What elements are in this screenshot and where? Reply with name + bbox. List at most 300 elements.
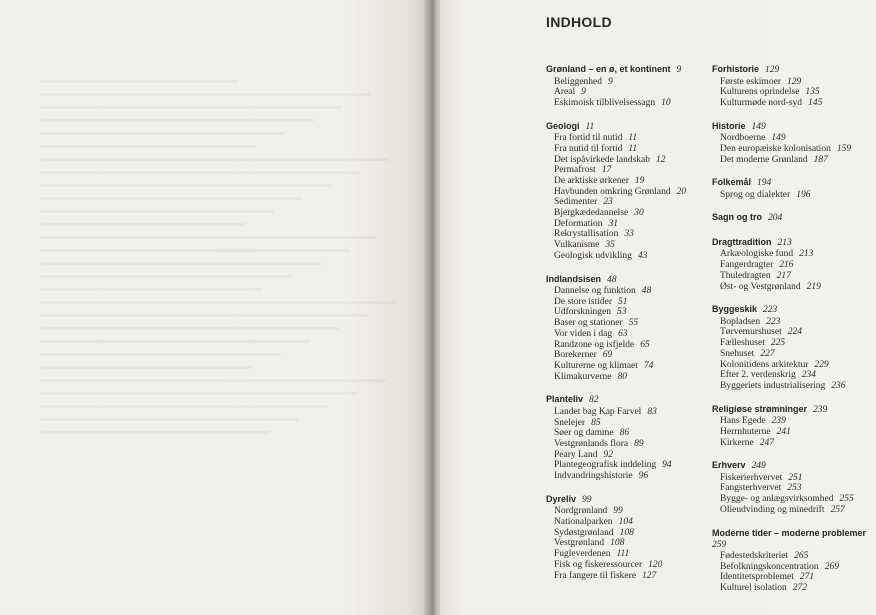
entry-page-number: 213 — [799, 249, 814, 260]
entry-page-number: 33 — [624, 229, 634, 240]
page-title: INDHOLD — [546, 14, 612, 30]
entry-label: Sprog og dialekter — [720, 189, 791, 200]
show-through-text — [40, 80, 400, 444]
entry-label: Første eskimoer — [720, 76, 781, 87]
toc-entry[interactable] — [720, 494, 876, 505]
entry-page-number: 223 — [766, 316, 781, 327]
entry-page-number: 55 — [628, 318, 639, 329]
show-through-line — [40, 249, 350, 252]
subsection-list — [712, 190, 876, 201]
entry-label: Fugleverdenen — [554, 549, 611, 560]
section-title: Planteliv — [546, 394, 584, 405]
show-through-line — [40, 223, 245, 226]
toc-section — [712, 303, 876, 391]
entry-label: Arkæologiske fund — [720, 249, 794, 260]
toc-entry[interactable] — [554, 340, 710, 351]
entry-page-number: 271 — [799, 572, 815, 583]
show-through-line — [40, 314, 368, 317]
entry-label: Kulturel isolation — [720, 583, 787, 594]
toc-entry[interactable] — [720, 583, 876, 594]
toc-entry[interactable] — [554, 77, 710, 88]
show-through-line — [40, 171, 360, 174]
section-title: Folkemål — [712, 177, 752, 188]
entry-page-number: 53 — [617, 307, 627, 318]
entry-page-number: 108 — [619, 527, 634, 538]
entry-label: Snelejer — [554, 417, 586, 428]
toc-entry[interactable] — [720, 87, 876, 98]
entry-page-number: 10 — [661, 97, 671, 108]
section-heading[interactable] — [712, 236, 876, 250]
toc-entry[interactable] — [554, 460, 710, 471]
entry-label: De arktiske ørkener — [554, 175, 629, 186]
section-heading[interactable] — [712, 459, 876, 473]
entry-label: Det moderne Grønland — [720, 154, 808, 165]
section-page-number: 9 — [676, 65, 682, 75]
entry-page-number: 51 — [618, 296, 628, 307]
toc-entry[interactable] — [554, 372, 710, 383]
entry-label: Kolonitidens arkitektur — [720, 359, 809, 370]
entry-label: Udforskningen — [554, 307, 611, 318]
entry-label: Nordgrønland — [554, 506, 608, 517]
show-through-line — [40, 301, 396, 304]
section-heading[interactable] — [712, 63, 876, 77]
section-page-number: 11 — [585, 121, 595, 132]
toc-entry[interactable] — [554, 428, 710, 439]
toc-section — [712, 63, 876, 109]
section-heading[interactable] — [712, 527, 876, 540]
section-heading[interactable] — [546, 493, 710, 507]
entry-label: De store istider — [554, 296, 613, 307]
entry-label: Rekrystallisation — [554, 229, 619, 240]
toc-section — [712, 120, 876, 166]
entry-label: Herrnhuterne — [720, 426, 771, 437]
toc-entry[interactable] — [554, 187, 710, 198]
entry-label: Snehuset — [720, 348, 755, 359]
entry-label: Klimakurverne — [554, 371, 612, 382]
entry-label: Eskimoisk tilblivelsessagn — [554, 97, 656, 108]
toc-entry[interactable] — [554, 517, 710, 528]
entry-label: Bopladsen — [720, 316, 761, 327]
toc-entry[interactable] — [720, 271, 876, 282]
entry-label: Fra nutid til fortid — [554, 143, 623, 154]
toc-entry[interactable] — [720, 562, 876, 573]
entry-page-number: 104 — [618, 517, 633, 527]
entry-page-number: 216 — [779, 260, 794, 271]
entry-page-number: 227 — [760, 348, 775, 359]
toc-column-left — [546, 63, 710, 592]
toc-column-right — [712, 63, 876, 605]
toc-entry[interactable] — [554, 286, 710, 297]
entry-label: Søer og damme — [554, 428, 614, 439]
entry-label: Fælleshuset — [720, 338, 765, 349]
subsection-list — [712, 473, 876, 516]
toc-entry[interactable] — [720, 505, 876, 516]
entry-label: Fra fortid til nutid — [554, 133, 623, 144]
toc-entry[interactable] — [554, 133, 710, 144]
entry-page-number: 247 — [759, 437, 775, 448]
toc-entry[interactable] — [720, 572, 876, 583]
entry-page-number: 225 — [770, 338, 786, 349]
toc-entry[interactable] — [554, 318, 710, 329]
entry-page-number: 43 — [637, 250, 648, 261]
toc-entry[interactable] — [554, 297, 710, 308]
entry-page-number: 86 — [619, 428, 630, 439]
section-heading[interactable] — [712, 211, 876, 225]
entry-page-number: 241 — [776, 426, 791, 437]
show-through-line — [40, 288, 263, 291]
section-page-number: 99 — [582, 494, 592, 505]
toc-entry[interactable] — [720, 317, 876, 328]
toc-entry[interactable] — [554, 87, 710, 98]
show-through-line — [40, 262, 321, 265]
entry-page-number: 99 — [613, 506, 623, 517]
toc-entry[interactable] — [554, 571, 710, 582]
entry-page-number: 23 — [603, 197, 613, 208]
entry-label: Havbunden omkring Grønland — [554, 186, 671, 197]
entry-label: Sedimenter — [554, 197, 598, 208]
entry-page-number: 9 — [581, 87, 586, 98]
entry-page-number: 63 — [618, 328, 628, 339]
section-title: Geologi — [546, 120, 580, 131]
section-heading[interactable] — [712, 303, 876, 317]
toc-entry[interactable] — [554, 307, 710, 318]
entry-page-number: 35 — [605, 240, 615, 251]
subsection-list — [546, 286, 710, 382]
entry-page-number: 239 — [771, 416, 786, 427]
entry-page-number: 196 — [796, 189, 811, 200]
section-title: Erhverv — [712, 460, 746, 471]
show-through-line — [40, 418, 299, 421]
toc-entry[interactable] — [554, 439, 710, 450]
entry-label: Plantegeografisk inddeling — [554, 460, 657, 471]
entry-label: Beliggenhed — [554, 76, 603, 87]
show-through-line — [40, 353, 281, 356]
entry-label: Baser og stationer — [554, 318, 623, 329]
toc-entry[interactable] — [720, 473, 876, 484]
entry-label: Fangerdragter — [720, 260, 774, 271]
entry-label: Geologisk udvikling — [554, 250, 632, 261]
toc-section — [546, 493, 710, 581]
toc-entry[interactable] — [720, 77, 876, 88]
section-title: Byggeskik — [712, 304, 758, 315]
entry-page-number: 48 — [641, 286, 652, 297]
entry-label: Vulkanisme — [554, 240, 600, 251]
show-through-line — [40, 145, 256, 148]
section-heading[interactable] — [546, 63, 710, 77]
entry-page-number: 9 — [608, 76, 613, 87]
entry-label: Fangsterhvervet — [720, 483, 782, 494]
toc-entry[interactable] — [720, 551, 876, 562]
show-through-line — [40, 405, 328, 408]
subsection-list — [546, 77, 710, 109]
section-title: Dragttradition — [712, 236, 772, 247]
toc-entry[interactable] — [554, 407, 710, 418]
show-through-line — [40, 158, 389, 161]
entry-label: Olieudvinding og minedrift — [720, 504, 825, 515]
entry-label: Øst- og Vestgrønland — [720, 281, 801, 292]
toc-entry[interactable] — [554, 560, 710, 571]
section-page-number: 223 — [763, 305, 778, 316]
toc-entry[interactable] — [554, 229, 710, 240]
section-title: Sagn og tro — [712, 212, 762, 223]
entry-page-number: 145 — [808, 97, 823, 108]
entry-page-number: 11 — [628, 143, 638, 154]
entry-page-number: 111 — [616, 549, 630, 560]
toc-section — [712, 527, 876, 594]
entry-page-number: 265 — [794, 551, 809, 562]
toc-entry[interactable] — [554, 538, 710, 549]
entry-label: Sydøstgrønland — [554, 527, 614, 538]
toc-section — [712, 211, 876, 225]
entry-page-number: 269 — [824, 561, 839, 572]
section-page-number: 129 — [765, 65, 780, 75]
entry-label: Nordboerne — [720, 133, 766, 144]
section-title: Religiøse strømninger — [712, 403, 808, 414]
toc-entry[interactable] — [720, 438, 876, 449]
section-title: Grønland – en ø, et kontinent — [546, 64, 671, 74]
entry-page-number: 272 — [792, 583, 808, 594]
entry-page-number: 120 — [648, 559, 663, 570]
subsection-list — [546, 133, 710, 261]
entry-page-number: 129 — [786, 76, 802, 87]
entry-page-number: 236 — [831, 380, 846, 391]
toc-entry[interactable] — [554, 549, 710, 560]
entry-page-number: 251 — [788, 472, 803, 483]
toc-entry[interactable] — [554, 471, 710, 482]
subsection-list — [712, 551, 876, 594]
entry-page-number: 69 — [602, 350, 613, 361]
show-through-line — [40, 184, 332, 187]
toc-entry[interactable] — [720, 190, 876, 201]
toc-entry[interactable] — [554, 418, 710, 429]
entry-label: Vestgrønland — [554, 538, 605, 549]
toc-entry[interactable] — [554, 528, 710, 539]
show-through-line — [40, 327, 339, 330]
toc-entry[interactable] — [554, 329, 710, 340]
entry-page-number: 224 — [787, 327, 802, 338]
entry-label: Identitetsproblemet — [720, 572, 794, 583]
entry-label: Kulturmøde nord-syd — [720, 97, 803, 108]
section-page-number: 82 — [589, 395, 599, 406]
show-through-line — [40, 340, 310, 343]
show-through-line — [40, 132, 285, 135]
subsection-list — [546, 506, 710, 581]
toc-entry[interactable] — [554, 450, 710, 461]
section-page-number: 204 — [768, 213, 783, 224]
entry-label: Vor viden i dag — [554, 328, 613, 339]
entry-page-number: 31 — [608, 218, 619, 229]
entry-label: Byggeriets industrialisering — [720, 380, 826, 391]
entry-label: Efter 2. verdenskrig — [720, 370, 796, 381]
show-through-line — [40, 431, 270, 434]
subsection-list — [712, 77, 876, 109]
toc-section — [546, 120, 710, 262]
toc-entry[interactable] — [720, 381, 876, 392]
toc-entry[interactable] — [720, 416, 876, 427]
entry-label: Hans Egede — [720, 416, 766, 427]
section-heading[interactable] — [712, 403, 876, 417]
entry-page-number: 12 — [656, 154, 666, 165]
toc-section — [546, 63, 710, 109]
subsection-list — [712, 416, 876, 448]
toc-entry[interactable] — [720, 360, 876, 371]
toc-entry[interactable] — [554, 208, 710, 219]
section-page-number: 239 — [813, 404, 828, 415]
section-title: Indlandsisen — [546, 273, 602, 284]
section-title: Historie — [712, 120, 746, 131]
toc-entry[interactable] — [720, 155, 876, 166]
entry-label: Fisk og fiskeressourcer — [554, 559, 643, 570]
entry-label: Dannelse og funktion — [554, 286, 636, 297]
entry-label: Peary Land — [554, 449, 598, 460]
entry-page-number: 253 — [787, 483, 802, 494]
show-through-line — [40, 392, 357, 395]
entry-page-number: 229 — [814, 359, 829, 370]
toc-entry[interactable] — [720, 98, 876, 109]
toc-entry[interactable] — [554, 197, 710, 208]
entry-label: Kulturerne og klimaet — [554, 360, 638, 371]
entry-page-number: 19 — [634, 175, 645, 186]
toc-entry[interactable] — [554, 176, 710, 187]
toc-entry[interactable] — [720, 327, 876, 338]
entry-label: Deformation — [554, 218, 603, 229]
entry-label: Fra fangere til fiskere — [554, 570, 637, 581]
entry-page-number: 217 — [776, 270, 791, 281]
toc-entry[interactable] — [720, 427, 876, 438]
subsection-list — [712, 317, 876, 392]
toc-entry[interactable] — [720, 483, 876, 494]
toc-entry[interactable] — [720, 338, 876, 349]
entry-label: Areal — [554, 87, 576, 98]
entry-page-number: 94 — [662, 460, 672, 471]
toc-entry[interactable] — [554, 98, 710, 109]
toc-section — [546, 273, 710, 383]
entry-page-number: 89 — [634, 438, 644, 449]
section-page-number: 249 — [751, 461, 766, 472]
show-through-line — [40, 275, 292, 278]
entry-page-number: 135 — [805, 87, 820, 98]
show-through-line — [40, 93, 371, 96]
toc-entry[interactable] — [554, 144, 710, 155]
section-page-number: 213 — [777, 237, 792, 248]
toc-entry[interactable] — [720, 370, 876, 381]
entry-label: Bjergkædedannelse — [554, 208, 629, 219]
entry-page-number: 65 — [640, 339, 650, 350]
subsection-list — [712, 133, 876, 165]
section-page-number: 149 — [751, 121, 766, 132]
toc-entry[interactable] — [720, 349, 876, 360]
entry-page-number: 74 — [643, 360, 654, 371]
subsection-list — [712, 249, 876, 292]
section-page-number: 259 — [712, 540, 727, 551]
entry-label: Bygge- og anlægsvirksomhed — [720, 494, 834, 505]
entry-label: Kulturens oprindelse — [720, 87, 800, 98]
section-title: Moderne tider – moderne problemer — [712, 527, 867, 538]
section-heading[interactable] — [546, 393, 710, 407]
section-title: Dyreliv — [546, 493, 577, 504]
entry-label: Fiskerierhvervet — [720, 472, 783, 483]
show-through-line — [40, 236, 378, 239]
entry-page-number: 80 — [617, 371, 628, 382]
show-through-line — [40, 366, 252, 369]
entry-page-number: 219 — [806, 281, 821, 292]
entry-label: Permafrost — [554, 165, 596, 176]
entry-page-number: 30 — [634, 208, 644, 219]
toc-section — [712, 403, 876, 449]
toc-entry[interactable] — [554, 350, 710, 361]
toc-section — [712, 236, 876, 292]
toc-section — [546, 393, 710, 481]
section-heading[interactable] — [546, 120, 710, 134]
show-through-line — [40, 379, 386, 382]
toc-entry[interactable] — [720, 249, 876, 260]
entry-page-number: 255 — [839, 494, 854, 505]
show-through-line — [40, 106, 342, 109]
entry-page-number: 159 — [836, 143, 852, 154]
section-heading[interactable] — [712, 176, 876, 190]
entry-label: Borekerner — [554, 350, 597, 361]
entry-label: Landet bag Kap Farvel — [554, 406, 642, 417]
entry-page-number: 127 — [642, 570, 657, 581]
entry-label: Nationalparken — [554, 517, 613, 527]
toc-entry[interactable] — [554, 165, 710, 176]
show-through-line — [40, 210, 274, 213]
entry-page-number: 85 — [591, 417, 601, 428]
toc-entry[interactable] — [554, 155, 710, 166]
section-heading[interactable] — [712, 120, 876, 134]
toc-section — [712, 176, 876, 200]
entry-page-number: 187 — [813, 154, 828, 165]
entry-label: Fødestedskriteriet — [720, 551, 789, 562]
entry-page-number: 17 — [601, 165, 612, 176]
toc-entry[interactable] — [720, 144, 876, 155]
toc-entry[interactable] — [554, 240, 710, 251]
entry-label: Thuledragten — [720, 270, 771, 281]
toc-entry[interactable] — [720, 133, 876, 144]
subsection-list — [546, 407, 710, 482]
entry-page-number: 92 — [603, 449, 614, 460]
toc-entry[interactable] — [720, 260, 876, 271]
entry-page-number: 149 — [771, 133, 786, 144]
section-heading[interactable] — [546, 273, 710, 287]
entry-page-number: 108 — [610, 538, 625, 549]
entry-label: Tørvemurshuset — [720, 327, 782, 338]
entry-page-number: 234 — [801, 370, 816, 381]
entry-label: Vestgrønlands flora — [554, 438, 629, 449]
entry-page-number: 257 — [830, 504, 845, 515]
show-through-line — [40, 119, 314, 122]
entry-label: Den europæiske kolonisation — [720, 143, 831, 154]
entry-label: Det ispåvirkede landskab — [554, 154, 651, 165]
entry-page-number: 11 — [628, 133, 638, 144]
left-page-blank — [0, 0, 432, 615]
toc-entry[interactable] — [720, 282, 876, 293]
show-through-line — [40, 80, 238, 83]
entry-page-number: 96 — [638, 471, 649, 482]
entry-label: Indvandringshistorie — [554, 471, 633, 482]
entry-page-number: 83 — [647, 406, 657, 417]
toc-section — [712, 459, 876, 515]
entry-label: Kirkerne — [720, 437, 754, 448]
toc-entry[interactable] — [554, 251, 710, 262]
section-title: Forhistorie — [712, 64, 760, 74]
entry-page-number: 20 — [676, 186, 687, 197]
toc-entry[interactable] — [554, 219, 710, 230]
toc-entry[interactable] — [554, 361, 710, 372]
section-page-number: 48 — [607, 274, 617, 285]
section-page-number: 194 — [757, 178, 772, 189]
toc-entry[interactable] — [554, 506, 710, 517]
